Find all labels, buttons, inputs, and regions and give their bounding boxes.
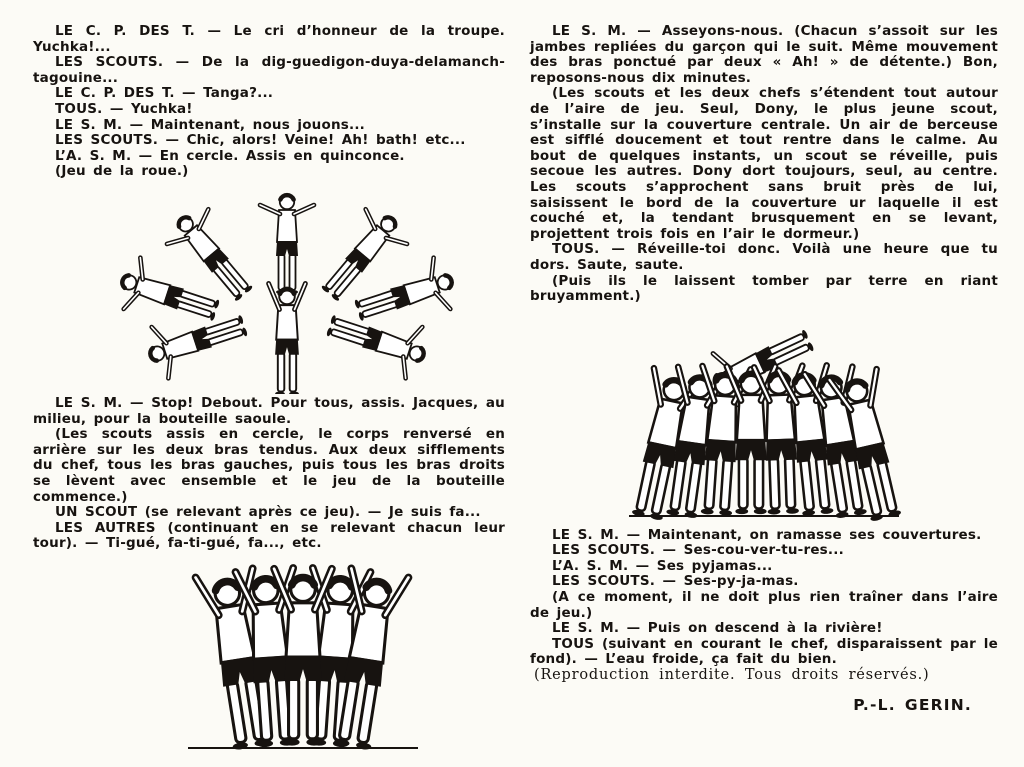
reproduction-notice: (Reproduction interdite. Tous droits réservés.) (534, 667, 930, 684)
arms-raised-illustration (33, 562, 505, 757)
stage-direction: (Puis ils le laissent tomber par terre en riant bruyamment.) (530, 272, 998, 305)
stage-direction: (Les scouts et les deux chefs s’étendent tout autour de l’aire de jeu. Seul, Dony, le plus jeune scout, s’installe sur la couverture centrale. Un air de berceuse est sifflé doucement et tout rentre dans le calme. Au bout de quelques instants, un scout se réveille, puis secoue les autres. Dony dort toujours, seul, au centre. Les scouts s’approchent sans bruit près de lui, saisissent le bord de la couverture ur laquelle il est couché et, la tendant brusquement en se levant, projettent trois fois en l’air le dormeur.) (530, 85, 998, 242)
stage-direction: (A ce moment, il ne doit plus rien traîner dans l’aire de jeu.) (530, 589, 998, 621)
script-line: LE C. P. DES T. — Tanga?... (55, 85, 274, 102)
script-line: TOUS (suivant en courant le chef, disparaissent par le fond). — L’eau froide, ça fait du bien. (530, 635, 998, 668)
script-line: TOUS. — Réveille-toi donc. Voilà une heure que tu dors. Saute, saute. (530, 241, 998, 273)
script-line: LES SCOUTS. — Ses-py-ja-mas. (552, 573, 799, 590)
script-line: LE S. M. — Maintenant, on ramasse ses couvertures. (552, 526, 982, 543)
script-line: LES SCOUTS. — De la dig-guedigon-duya-delamanch-tagouine... (33, 54, 505, 86)
script-line: LES SCOUTS. — Chic, alors! Veine! Ah! bath! etc... (55, 132, 466, 149)
script-line: LES AUTRES (continuant en se relevant chacun leur tour). — Ti-gué, fa-ti-gué, fa..., etc. (33, 519, 505, 552)
script-line: LE C. P. DES T. — Le cri d’honneur de la troupe. Yuchka!... (33, 23, 505, 55)
blanket-toss-illustration (530, 311, 998, 526)
script-line: L’A. S. M. — En cercle. Assis en quinconce. (55, 147, 405, 164)
wheel-game-drawing (117, 184, 457, 394)
script-line: TOUS. — Yuchka! (55, 100, 193, 117)
script-line: L’A. S. M. — Ses pyjamas... (552, 557, 773, 574)
script-line: LE S. M. — Maintenant, nous jouons... (55, 116, 365, 133)
stage-direction: (Jeu de la roue.) (55, 163, 189, 180)
script-line: LE S. M. — Stop! Debout. Pour tous, assis. Jacques, au milieu, pour la bouteille saoule. (33, 394, 505, 427)
script-line: LE S. M. — Puis on descend à la rivière! (552, 620, 883, 637)
script-line: LE S. M. — Asseyons-nous. (Chacun s’assoit sur les jambes repliées du garçon qui le suit. Même mouvement des bras ponctué par deux « Ah! » de détente.) Bon, reposons-nous dix minutes. (530, 23, 998, 86)
author-signature: P.-L. GERIN. (853, 695, 972, 714)
wheel-game-illustration (33, 184, 505, 394)
arms-raised-drawing (173, 562, 433, 757)
right-column (530, 24, 998, 713)
script-line: LES SCOUTS. — Ses-cou-ver-tu-res... (552, 542, 844, 559)
stage-direction: (Les scouts assis en cercle, le corps renversé en arrière sur les deux bras tendus. Aux deux sifflements du chef, tous les bras gauches, puis tous les bras droits se lèvent avec ensemble et le jeu de la bouteille commence.) (33, 426, 505, 505)
script-line: UN SCOUT (se relevant après ce jeu). — Je suis fa... (55, 504, 481, 521)
left-column (33, 24, 505, 757)
blanket-toss-drawing (609, 311, 919, 526)
